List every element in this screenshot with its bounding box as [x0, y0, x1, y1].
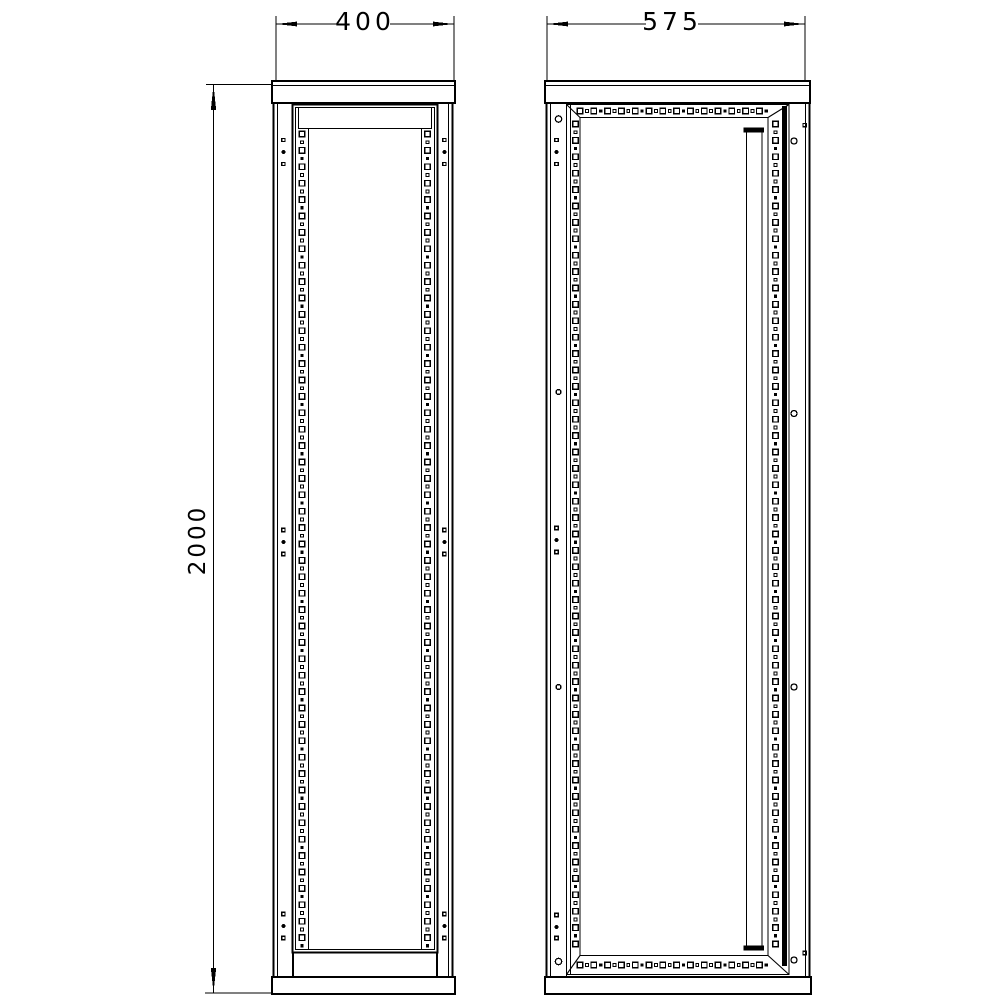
side-rail-channel	[744, 130, 765, 948]
front-left-mounting-rail-holes	[299, 131, 305, 947]
side-rear-punched-column	[773, 121, 779, 947]
dim-front-height-value: 2000	[185, 504, 211, 576]
dim-arrow-left	[276, 22, 297, 27]
side-opening-inner-outline	[580, 118, 768, 956]
front-body	[274, 103, 453, 977]
dim-arrow-right	[784, 22, 805, 27]
dim-arrow-bottom	[211, 968, 216, 993]
dim-arrow-left	[547, 22, 568, 27]
side-top-punched-row	[577, 108, 768, 114]
front-right-mounting-rail-holes	[425, 131, 431, 947]
dim-side-depth	[547, 2, 805, 80]
dim-front-width	[276, 2, 454, 80]
dim-front-width-value: 400	[335, 7, 395, 36]
front-bottom-strip	[293, 953, 437, 978]
side-miter-corners	[567, 105, 790, 975]
side-bottom-punched-row	[577, 962, 768, 968]
side-top-cap	[545, 81, 810, 103]
dim-arrow-right	[433, 22, 454, 27]
front-top-cap	[272, 81, 455, 103]
side-view	[545, 81, 811, 994]
side-front-punched-column	[573, 121, 579, 947]
front-door-inner-frame	[296, 108, 435, 950]
front-base	[272, 977, 455, 994]
side-body	[547, 103, 810, 977]
front-view	[272, 81, 455, 994]
dim-front-height	[185, 85, 273, 994]
dim-side-depth-value: 575	[642, 7, 702, 36]
side-frame-holes	[554, 116, 806, 965]
side-opening-outline	[567, 105, 790, 975]
dim-arrow-top	[211, 85, 216, 110]
side-base	[545, 977, 811, 994]
front-top-strip	[299, 108, 432, 129]
front-door-outer-frame	[293, 105, 438, 953]
